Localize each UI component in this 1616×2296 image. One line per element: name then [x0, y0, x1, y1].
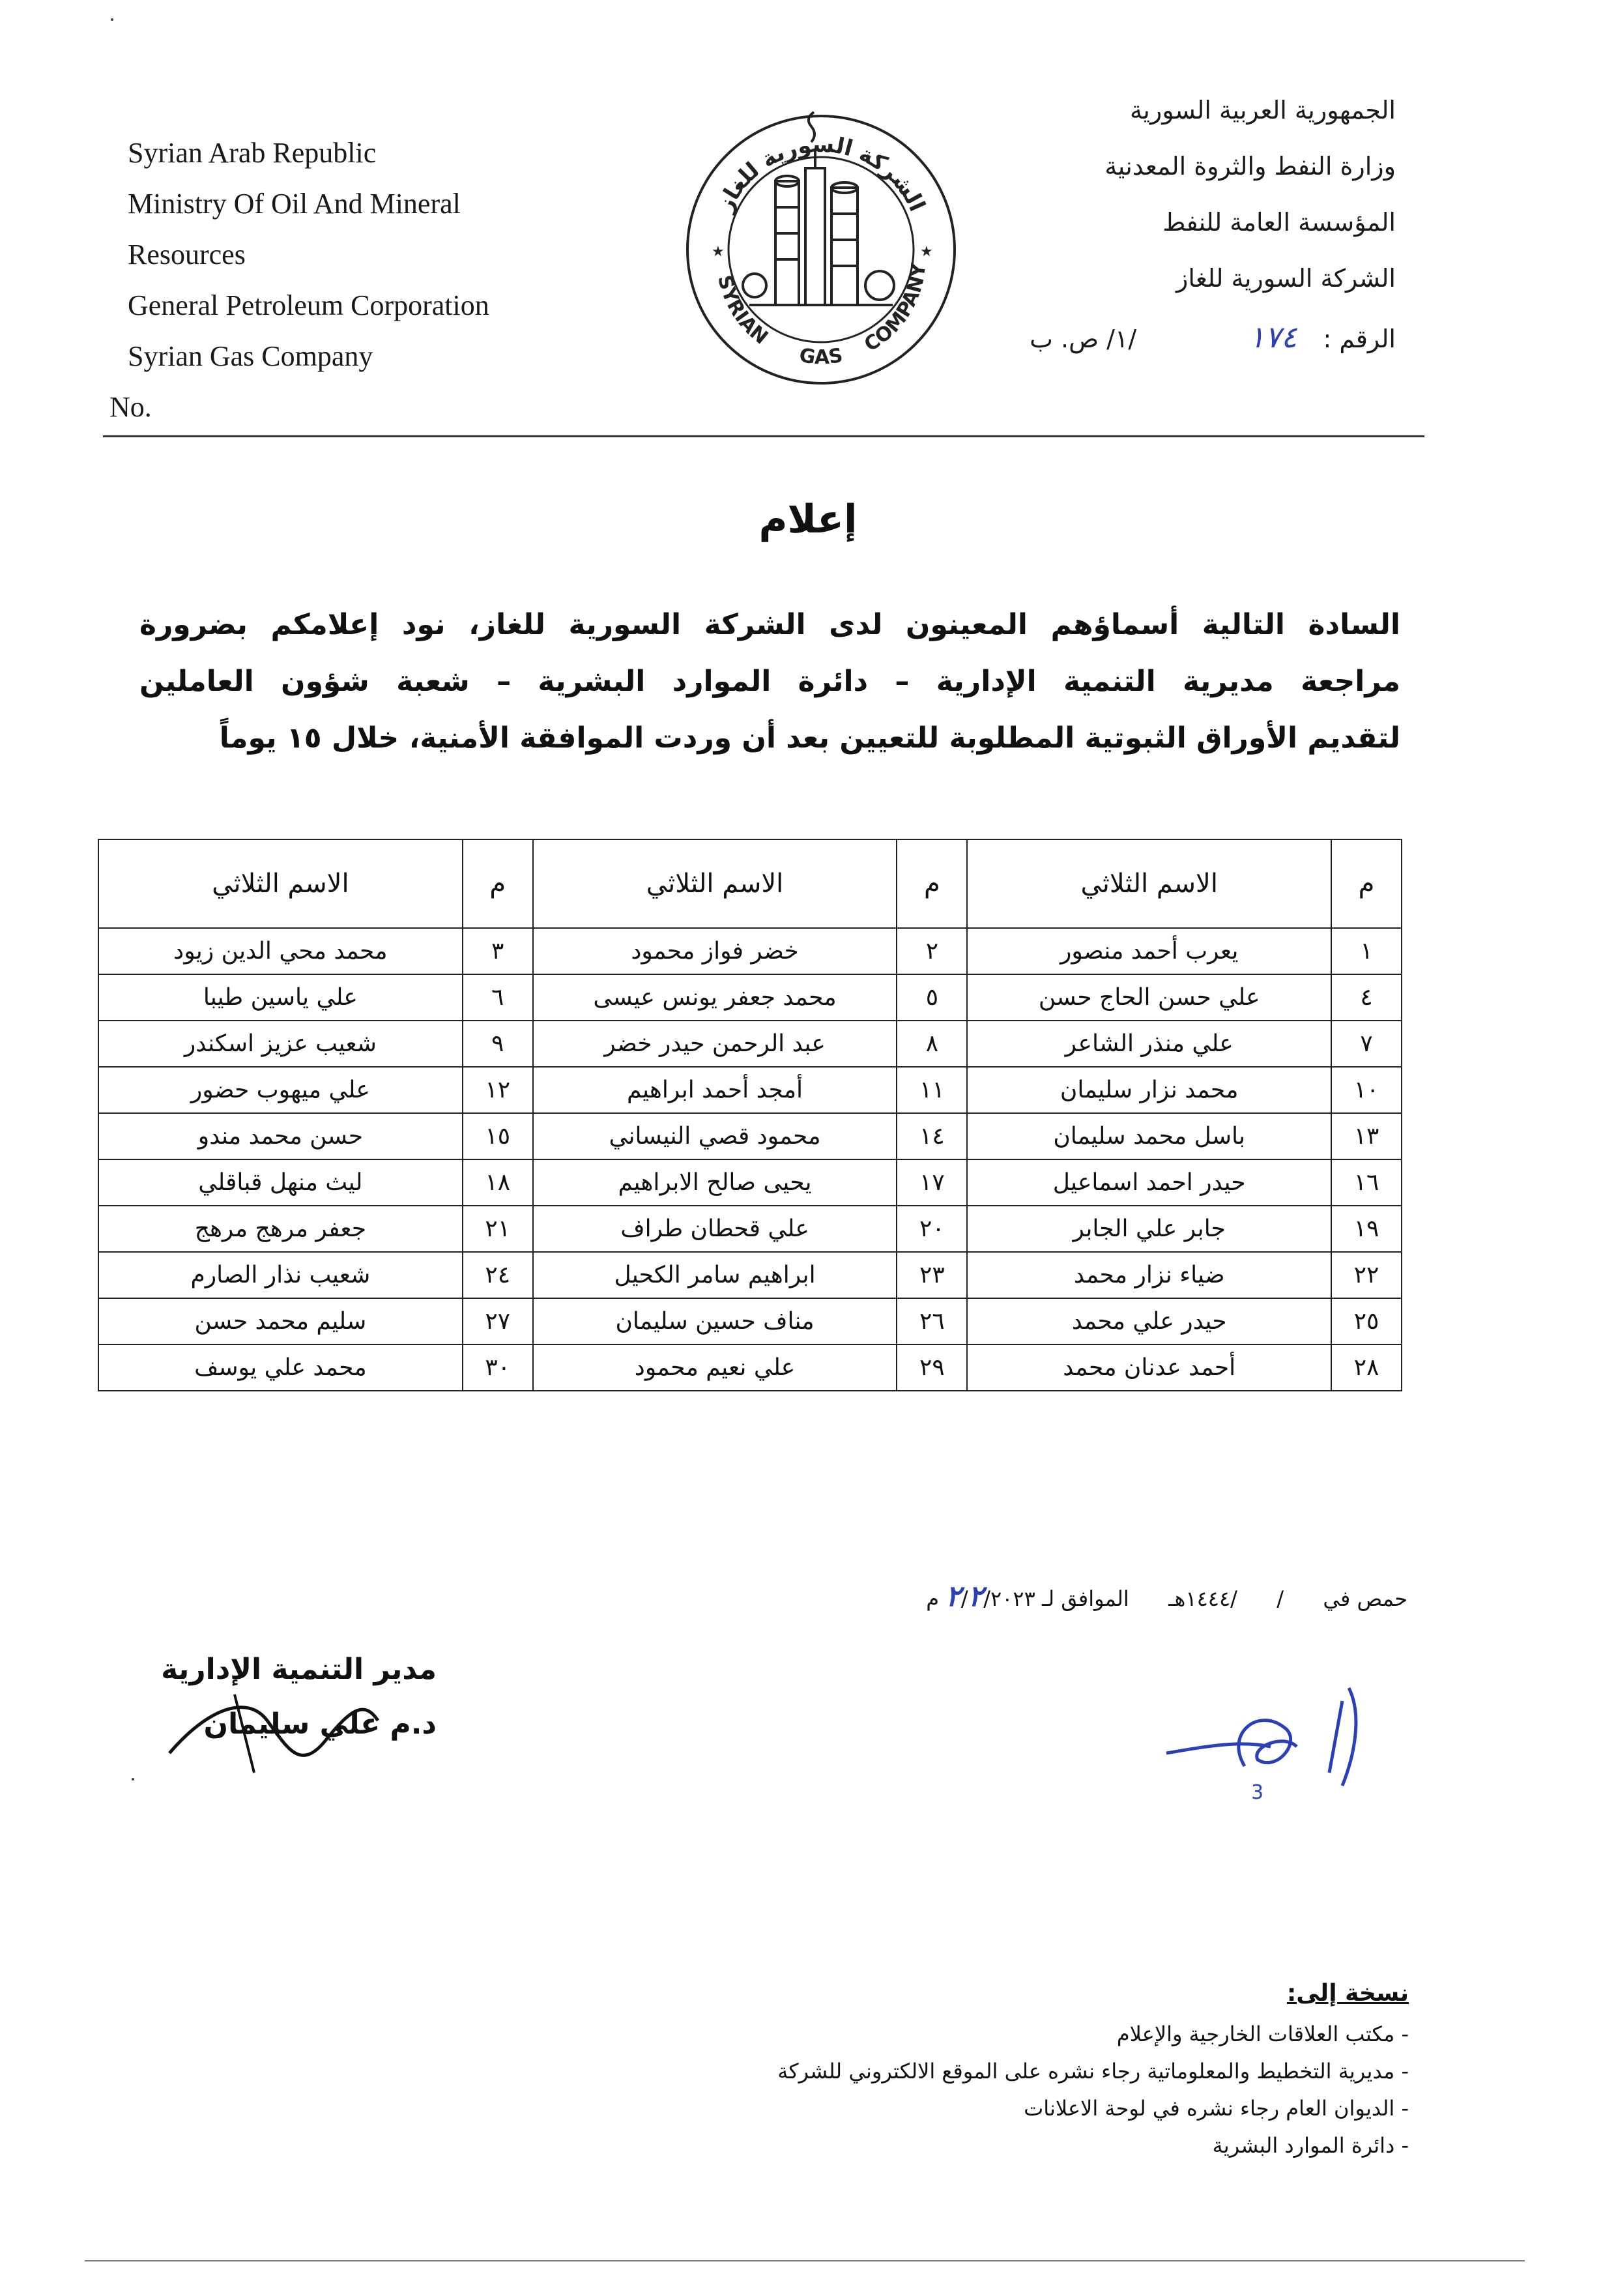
header-full-name: الاسم الثلاثي	[98, 839, 463, 928]
full-name-cell: محمود قصي النيساني	[533, 1113, 897, 1159]
row-index-cell: ٢	[897, 928, 967, 974]
full-name-cell: علي قحطان طراف	[533, 1206, 897, 1252]
full-name-cell: علي منذر الشاعر	[967, 1021, 1331, 1067]
header-english	[109, 128, 623, 433]
row-index-cell: ١٣	[1331, 1113, 1402, 1159]
appointees-table	[98, 839, 1402, 1391]
full-name-cell: سليم محمد حسن	[98, 1298, 463, 1344]
date-line: حمص في / /١٤٤٤هـ الموافق لـ ٢/٢/٢٠٢٣ م	[926, 1580, 1407, 1613]
full-name-cell: ضياء نزار محمد	[967, 1252, 1331, 1298]
row-index-cell: ١٠	[1331, 1067, 1402, 1113]
row-index-cell: ٨	[897, 1021, 967, 1067]
full-name-cell: شعيب عزيز اسكندر	[98, 1021, 463, 1067]
header-en-number-label: No.	[109, 391, 152, 423]
row-index-cell: ٤	[1331, 974, 1402, 1021]
date-day-handwritten: ٢	[945, 1580, 961, 1613]
row-index-cell: ١١	[897, 1067, 967, 1113]
reference-number	[940, 319, 1396, 355]
header-index: م	[463, 839, 533, 928]
full-name-cell: جابر علي الجابر	[967, 1206, 1331, 1252]
table-row	[98, 1252, 1402, 1298]
row-index-cell: ٦	[463, 974, 533, 1021]
full-name-cell: محمد محي الدين زيود	[98, 928, 463, 974]
full-name-cell: حسن محمد مندو	[98, 1113, 463, 1159]
body-line-1: السادة التالية أسماؤهم المعينون لدى الشركة السورية للغاز، نود إعلامكم بضرورة	[139, 608, 1400, 641]
table-row	[98, 1021, 1402, 1067]
reference-suffix: /١/ ص. ب	[1030, 325, 1137, 353]
header-index: م	[1331, 839, 1402, 928]
copy-to-block	[497, 1975, 1409, 2164]
row-index-cell: ٢٥	[1331, 1298, 1402, 1344]
body-line-3: لتقديم الأوراق الثبوتية المطلوبة للتعيين بعد أن وردت الموافقة الأمنية، خلال ١٥ يوماً	[219, 721, 1400, 755]
full-name-cell: علي ياسين طيبا	[98, 974, 463, 1021]
signer-name: د.م علي سليمان	[203, 1707, 437, 1741]
copy-to-item: - مديرية التخطيط والمعلوماتية رجاء نشره على الموقع الالكتروني للشركة	[497, 2053, 1409, 2090]
scan-speck	[132, 1778, 134, 1780]
full-name-cell: مناف حسين سليمان	[533, 1298, 897, 1344]
header-ar-country: الجمهورية العربية السورية	[1129, 96, 1396, 124]
full-name-cell: أحمد عدنان محمد	[967, 1344, 1331, 1391]
table-row	[98, 1159, 1402, 1206]
logo-star-right: ★	[920, 244, 933, 260]
reference-handwritten-value: ١٧٤	[1248, 319, 1297, 355]
header-en-company: Syrian Gas Company	[128, 340, 373, 372]
table-row	[98, 1067, 1402, 1113]
header-en-ministry: Ministry Of Oil And Mineral	[128, 188, 461, 220]
row-index-cell: ١٥	[463, 1113, 533, 1159]
logo-text-company: COMPANY	[860, 262, 931, 356]
row-index-cell: ٥	[897, 974, 967, 1021]
row-index-cell: ١٧	[897, 1159, 967, 1206]
table-row	[98, 1113, 1402, 1159]
body-line-2: مراجعة مديرية التنمية الإدارية – دائرة الموارد البشرية – شعبة شؤون العاملين	[139, 665, 1400, 698]
announcement-body	[139, 596, 1400, 766]
date-prefix: حمص في	[1323, 1586, 1407, 1611]
date-year: /٢٠٢٣ م	[926, 1586, 1035, 1611]
header-en-corporation: General Petroleum Corporation	[128, 289, 489, 321]
row-index-cell: ٢٦	[897, 1298, 967, 1344]
full-name-cell: يحيى صالح الابراهيم	[533, 1159, 897, 1206]
full-name-cell: يعرب أحمد منصور	[967, 928, 1331, 974]
row-index-cell: ٢١	[463, 1206, 533, 1252]
header-en-ministry-cont: Resources	[128, 239, 246, 270]
row-index-cell: ١	[1331, 928, 1402, 974]
date-slash: /	[1277, 1586, 1284, 1611]
row-index-cell: ١٤	[897, 1113, 967, 1159]
logo-ring-arabic: الشركة السورية للغاز	[712, 131, 931, 216]
full-name-cell: أمجد أحمد ابراهيم	[533, 1067, 897, 1113]
copy-to-item: - مكتب العلاقات الخارجية والإعلام	[497, 2016, 1409, 2053]
table-row	[98, 1298, 1402, 1344]
signature-scribble	[156, 1681, 391, 1779]
header-full-name: الاسم الثلاثي	[533, 839, 897, 928]
row-index-cell: ٢٧	[463, 1298, 533, 1344]
row-index-cell: ١٨	[463, 1159, 533, 1206]
full-name-cell: جعفر مرهج مرهج	[98, 1206, 463, 1252]
row-index-cell: ١٢	[463, 1067, 533, 1113]
row-index-cell: ٢٢	[1331, 1252, 1402, 1298]
svg-text:3: 3	[1251, 1781, 1264, 1804]
header-arabic	[979, 82, 1396, 306]
row-index-cell: ٢٤	[463, 1252, 533, 1298]
full-name-cell: علي ميهوب حضور	[98, 1067, 463, 1113]
full-name-cell: علي نعيم محمود	[533, 1344, 897, 1391]
header-index: م	[897, 839, 967, 928]
table-row	[98, 1344, 1402, 1391]
copy-to-title: نسخة إلى:	[1286, 1980, 1409, 2007]
row-index-cell: ٣	[463, 928, 533, 974]
row-index-cell: ٧	[1331, 1021, 1402, 1067]
scan-speck	[111, 18, 113, 21]
full-name-cell: محمد جعفر يونس عيسى	[533, 974, 897, 1021]
full-name-cell: باسل محمد سليمان	[967, 1113, 1331, 1159]
row-index-cell: ١٩	[1331, 1206, 1402, 1252]
logo-text-gas: GAS	[798, 343, 844, 370]
full-name-cell: محمد علي يوسف	[98, 1344, 463, 1391]
logo-text-syrian: SYRIAN	[713, 272, 773, 349]
syrian-gas-company-logo	[678, 103, 964, 390]
table-row	[98, 928, 1402, 974]
svg-text:الشركة السورية للغاز	[712, 132, 931, 217]
reference-label: الرقم :	[1323, 325, 1396, 353]
copy-to-item: - الديوان العام رجاء نشره في لوحة الاعلانات	[497, 2090, 1409, 2127]
full-name-cell: عبد الرحمن حيدر خضر	[533, 1021, 897, 1067]
row-index-cell: ٢٠	[897, 1206, 967, 1252]
full-name-cell: حيدر احمد اسماعيل	[967, 1159, 1331, 1206]
row-index-cell: ٢٩	[897, 1344, 967, 1391]
full-name-cell: حيدر علي محمد	[967, 1298, 1331, 1344]
table-row	[98, 1206, 1402, 1252]
full-name-cell: شعيب نذار الصارم	[98, 1252, 463, 1298]
copy-to-item: - دائرة الموارد البشرية	[497, 2127, 1409, 2164]
header-ar-company: الشركة السورية للغاز	[1176, 264, 1396, 293]
date-agree-label: الموافق لـ	[1041, 1586, 1129, 1611]
header-ar-corporation: المؤسسة العامة للنفط	[1162, 208, 1396, 237]
header-en-country: Syrian Arab Republic	[128, 137, 377, 169]
header-ar-ministry: وزارة النفط والثروة المعدنية	[1104, 152, 1396, 181]
document-title: إعلام	[758, 497, 858, 542]
approval-signature	[1153, 1675, 1388, 1805]
signer-title: مدير التنمية الإدارية	[161, 1653, 437, 1686]
date-hijri: /١٤٤٤هـ	[1168, 1586, 1237, 1611]
svg-text:GAS	[798, 344, 844, 369]
full-name-cell: محمد نزار سليمان	[967, 1067, 1331, 1113]
row-index-cell: ٣٠	[463, 1344, 533, 1391]
footer-divider	[85, 2260, 1525, 2261]
full-name-cell: خضر فواز محمود	[533, 928, 897, 974]
logo-star-left: ★	[712, 244, 725, 260]
table-row	[98, 974, 1402, 1021]
row-index-cell: ٢٣	[897, 1252, 967, 1298]
date-month-handwritten: ٢	[968, 1580, 984, 1613]
row-index-cell: ٢٨	[1331, 1344, 1402, 1391]
table-body	[98, 928, 1402, 1391]
row-index-cell: ٩	[463, 1021, 533, 1067]
full-name-cell: ليث منهل قباقلي	[98, 1159, 463, 1206]
header-divider	[103, 435, 1424, 437]
table-header-row	[98, 839, 1402, 928]
header-full-name: الاسم الثلاثي	[967, 839, 1331, 928]
full-name-cell: ابراهيم سامر الكحيل	[533, 1252, 897, 1298]
row-index-cell: ١٦	[1331, 1159, 1402, 1206]
full-name-cell: علي حسن الحاج حسن	[967, 974, 1331, 1021]
